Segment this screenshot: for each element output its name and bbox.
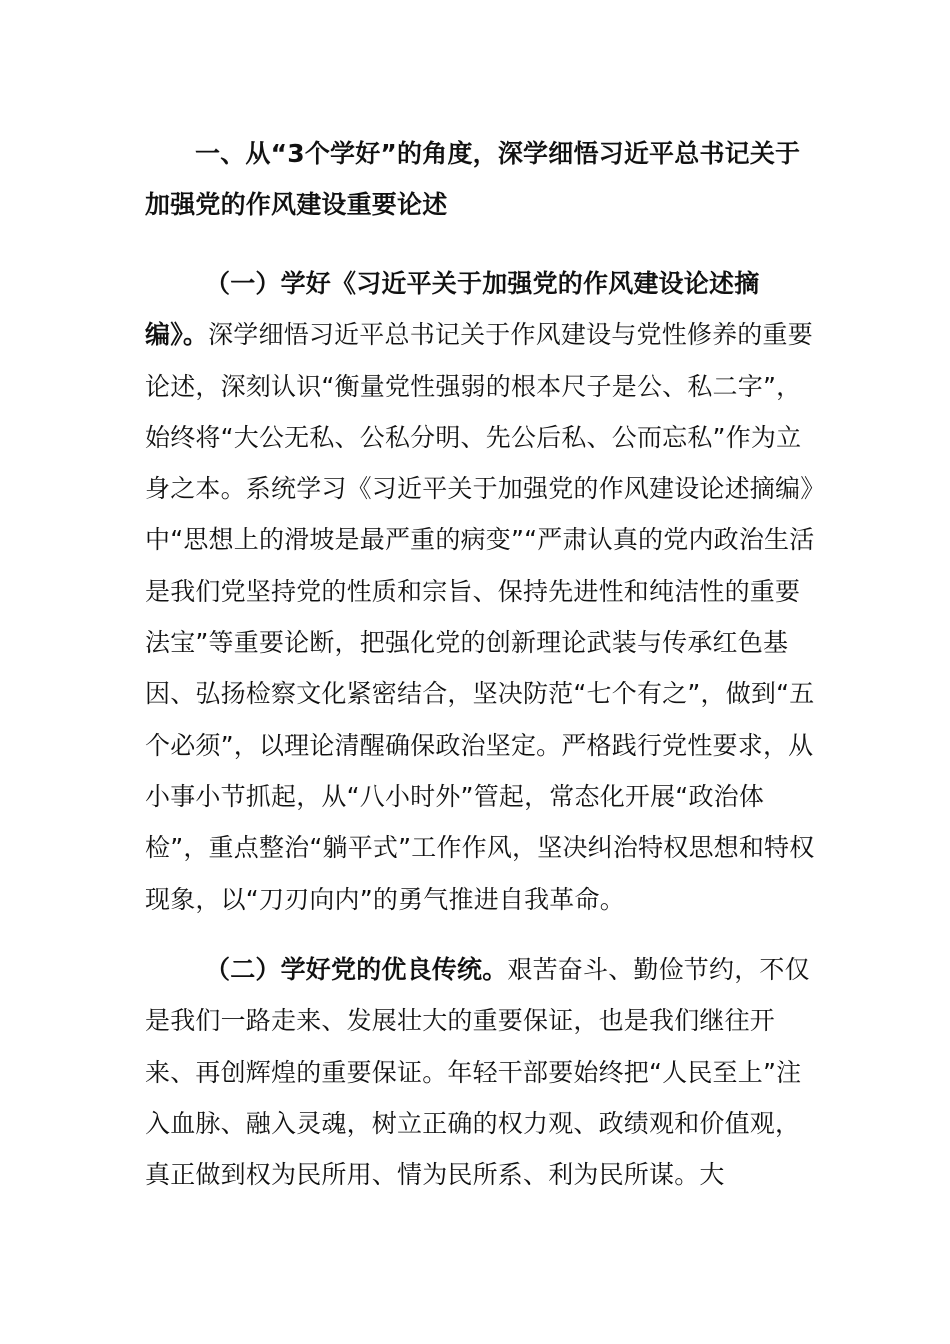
paragraph-2-body: 艰苦奋斗、勤俭节约，不仅是我们一路走来、发展壮大的重要保证，也是我们继往开来、再创辉煌的重要保证。年轻干部要始终把“人民至上”注入血脉、融入灵魂，树立正确的权力观、政绩观和价值观，真正做到权为民所用、情为民所系、利为民所谋。大: [145, 955, 810, 1190]
paragraph-2-lead: （二）学好党的优良传统。: [205, 955, 508, 984]
paragraph-2: [145, 944, 815, 1200]
paragraph-1: [145, 258, 815, 925]
paragraph-1-lead: （一）学好《习近平关于加强党的作风建设论述摘编》。: [145, 269, 760, 350]
paragraph-1-body: 深学细悟习近平总书记关于作风建设与党性修养的重要论述，深刻认识“衡量党性强弱的根本尺子是公、私二字”，始终将“大公无私、公私分明、先公后私、公而忘私”作为立身之本。系统学习《习近平关于加强党的作风建设论述摘编》中“思想上的滑坡是最严重的病变”“严肃认真的党内政治生活是我们党坚持党的性质和宗旨、保持先进性和纯洁性的重要法宝”等重要论断，把强化党的创新理论武装与传承红色基因、弘扬检察文化紧密结合，坚决防范“七个有之”，做到“五个必须”，以理论清醒确保政治坚定。严格践行党性要求，从小事小节抓起，从“八小时外”管起，常态化开展“政治体检”，重点整治“躺平式”工作作风，坚决纠治特权思想和特权现象，以“刀刃向内”的勇气推进自我革命。: [145, 320, 815, 914]
section-heading: 一、从“3个学好”的角度，深学细悟习近平总书记关于加强党的作风建设重要论述: [145, 139, 801, 219]
